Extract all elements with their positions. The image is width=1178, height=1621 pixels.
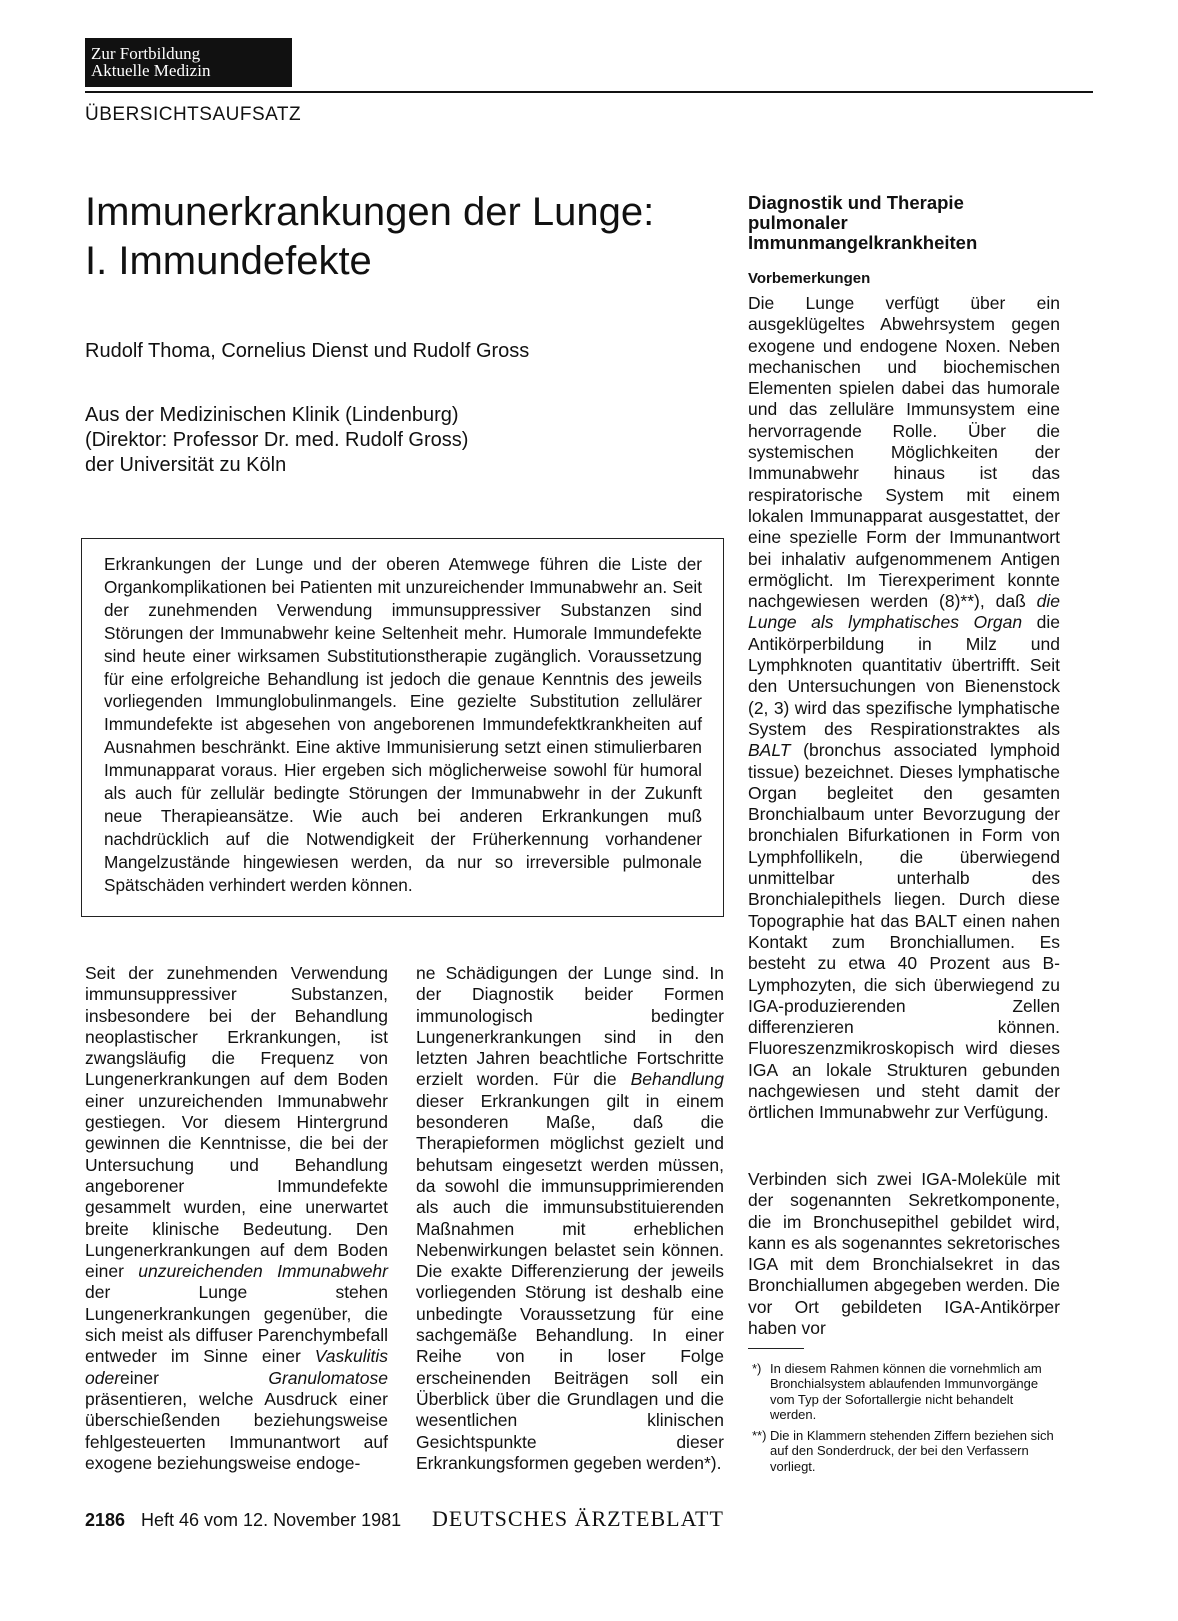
col1-italic-3: Granulomatose — [268, 1367, 388, 1388]
authors: Rudolf Thoma, Cornelius Dienst und Rudolf Gross — [85, 340, 530, 362]
body-column-3 — [748, 293, 1060, 1124]
footnote-1-text: In diesem Rahmen können die vornehmlich am Bronchialsystem ablaufenden Immunvorgänge vom Typ der Sofortallergie nicht behandelt werden. — [770, 1361, 1042, 1422]
title-line-2: I. Immundefekte — [85, 239, 372, 283]
article-title — [85, 188, 725, 286]
body-column-2 — [416, 963, 724, 1474]
col2-italic-1: Behandlung — [630, 1069, 724, 1090]
section-heading-line-1: Diagnostik und Therapie — [748, 192, 964, 213]
affiliation-line-2: (Direktor: Professor Dr. med. Rudolf Gross) — [85, 429, 469, 451]
section-heading-line-3: Immunmangelkrankheiten — [748, 232, 978, 253]
col2-text-2: dieser Erkrankungen gilt in einem besonderen Maße, daß die Therapieformen möglichst gezielt und behutsam eingesetzt werden müssen, da sowohl die immunsupprimierenden als auch die immunsubstituierenden Maßnahmen mit erheblichen Nebenwirkungen belastet sein können. Die exakte Differenzierung der jeweils vorliegenden Störung ist deshalb eine unbedingte Voraussetzung für eine sachgemäße Behandlung. In einer Reihe von in loser Folge erscheinenden Beiträgen soll ein Überblick über die Grundlagen und die wesentlichen klinischen Gesichtspunkte dieser Erkrankungsformen gegeben werden*). — [416, 1090, 724, 1473]
body-column-3-paragraph-2: Verbinden sich zwei IGA-Moleküle mit der sogenannten Sekretkomponente, die im Bronchusepithel gebildet wird, kann es als sogenanntes sekretorisches IGA mit dem Bronchialsekret in das Bronchiallumen abgegeben werden. Die vor Ort gebildeten IGA-Antikörper haben vor — [748, 1169, 1060, 1339]
col1-text-3: einer — [120, 1367, 269, 1388]
rubric-line-1: Zur Fortbildung — [91, 44, 201, 63]
abstract-text: Erkrankungen der Lunge und der oberen Atemwege führen die Liste der Organkomplikationen bei Patienten mit unzureichender Immunabwehr an. Seit der zunehmenden Verwendung immunsuppressiver Substanzen sind Störungen der Immunabwehr keine Seltenheit mehr. Humorale Immundefekte sind heute einer wirksamen Substitutionstherapie zugänglich. Voraussetzung für eine erfolgreiche Behandlung ist jedoch die genaue Kenntnis des jeweils vorliegenden Immunglobulinmangels. Eine gezielte Substitution zellulärer Immundefekte ist abgesehen von angeborenen Immundefektkrankheiten auf Ausnahmen beschränkt. Eine aktive Immunisierung setzt einen stimulierbaren Immunapparat voraus. Hier ergeben sich möglicherweise sowohl für humoral als auch für zellulär bedingte Störungen der Immunabwehr in der Zukunft neue Therapieansätze. Wie auch bei anderen Erkrankungen muß nachdrücklich auf die Notwendigkeit der Früherkennung vorhandener Mangelzustände hingewiesen werden, da nur so irreversible pulmonale Spätschäden verhindert werden können. — [104, 554, 702, 895]
rubric-line-2: Aktuelle Medizin — [91, 61, 211, 80]
affiliation-line-1: Aus der Medizinischen Klinik (Lindenburg) — [85, 404, 459, 426]
issue-line: Heft 46 vom 12. November 1981 — [141, 1510, 402, 1530]
body-column-1 — [85, 963, 388, 1474]
affiliation-line-3: der Universität zu Köln — [85, 454, 287, 476]
footnote-rule — [748, 1348, 804, 1349]
footnote-2-mark: **) — [752, 1428, 767, 1443]
col3-italic-1: die Lunge als lymphatisches Organ — [748, 591, 1060, 633]
section-label: ÜBERSICHTSAUFSATZ — [85, 104, 302, 125]
footnote-1-mark: *) — [752, 1361, 762, 1376]
top-rule — [85, 91, 1093, 93]
section-heading-line-2: pulmonaler — [748, 212, 848, 233]
footnote-2-text: Die in Klammern stehenden Ziffern beziehen sich auf den Sonderdruck, der bei den Verfassern vorliegt. — [770, 1428, 1054, 1474]
col1-italic-2: Vaskulitis oder — [85, 1346, 388, 1388]
journal-name: DEUTSCHES ÄRZTEBLATT — [432, 1506, 724, 1531]
col1-text-4: präsentieren, welche Ausdruck einer überschießenden beziehungsweise fehlgesteuerten Immunantwort auf exogene beziehungsweise endoge- — [85, 1388, 388, 1473]
col3-text-2: die Antikörperbildung in Milz und Lymphknoten quantitativ übertrifft. Seit den Untersuchungen von Bienenstock (2, 3) wird das spezifische lymphatische System des Respirationstraktes als — [748, 612, 1061, 739]
affiliation — [85, 403, 468, 478]
col3-italic-2: BALT — [748, 740, 791, 761]
page-number: 2186 — [85, 1510, 126, 1530]
section-heading — [748, 193, 1068, 253]
col2-text-1: ne Schädigungen der Lunge sind. In der Diagnostik beider Formen immunologisch bedingter Lungenerkrankungen sind in den letzten Jahren beachtliche Fortschritte erzielt worden. Für die — [416, 963, 724, 1090]
col3-text-3: (bronchus associated lymphoid tissue) bezeichnet. Dieses lymphatische Organ begleitet den gesamten Bronchialbaum unter Bevorzugung der bronchialen Bifurkationen in Form von Lymphfollikeln, die überwiegend unmittelbar unterhalb des Bronchialepithels liegen. Durch diese Topographie hat das BALT einen nahen Kontakt zum Bronchiallumen. Es besteht zu etwa 40 Prozent aus B-Lymphozyten, die sich überwiegend zu IGA-produzierenden Zellen differenzieren können. Fluoreszenzmikroskopisch wird dieses IGA an lokale Strukturen gebunden nachgewiesen und steht damit der örtlichen Immunabwehr zur Verfügung. — [748, 740, 1060, 1123]
rubric-block — [85, 38, 292, 87]
title-line-1: Immunerkrankungen der Lunge: — [85, 190, 655, 234]
col1-text-2: der Lunge stehen Lungenerkrankungen gegenüber, die sich meist als diffuser Parenchymbefall entweder im Sinne einer — [85, 1282, 388, 1367]
col3-text-1: Die Lunge verfügt über ein ausgeklügeltes Abwehrsystem gegen exogene und endogene Noxen. Neben mechanischen und biochemischen Elementen spielen dabei das humorale und das zelluläre Immunsystem eine hervorragende Rolle. Über die systemischen Möglichkeiten der Immunabwehr hinaus ist das respiratorische System mit einem lokalen Immunapparat ausgestattet, der eine spezielle Form der Immunantwort bei inhalativ aufgenommenem Antigen ermöglicht. Im Tierexperiment konnte nachgewiesen werden (8)**), daß — [748, 293, 1060, 612]
col1-text-1: Seit der zunehmenden Verwendung immunsuppressiver Substanzen, insbesondere bei der Behandlung neoplastischer Erkrankungen, ist zwangsläufig die Frequenz von Lungenerkrankungen auf dem Boden einer unzureichenden Immunabwehr gestiegen. Vor diesem Hintergrund gewinnen die Kenntnisse, die bei der Untersuchung und Behandlung angeborener Immundefekte gesammelt wurden, eine unerwartet breite klinische Bedeutung. Den Lungenerkrankungen auf dem Boden einer — [85, 963, 388, 1282]
subheading: Vorbemerkungen — [748, 270, 871, 287]
col1-italic-1: unzureichenden Immunabwehr — [138, 1261, 388, 1282]
